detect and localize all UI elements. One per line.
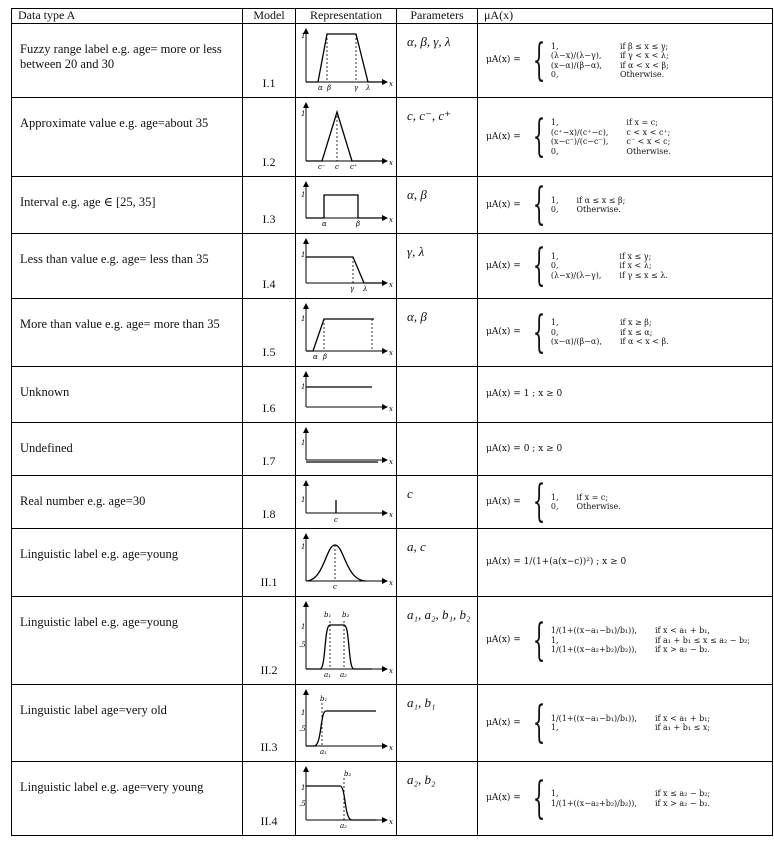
membership-curve [306,112,384,161]
plot-label: x [389,818,393,826]
case-condition: if β ≤ x ≤ γ; [619,41,669,51]
parameters-cell: c, c⁻, c⁺ [397,98,478,177]
axis-arrow-icon [303,427,388,463]
brace-icon: { [532,306,546,358]
plot-axes [306,429,386,460]
case-condition: if a₁ + b₁ ≤ x; [654,723,711,732]
plot-axes [306,30,386,82]
membership-cell [478,423,773,476]
plot-label: x [389,80,393,88]
representation-cell [296,299,397,367]
plot-label: .5 [299,725,306,733]
table-row [12,98,773,177]
membership-plot [296,762,395,834]
header-row [12,9,773,24]
case-value: (x−c⁻)/(c−c⁻), [550,137,609,146]
plot-axes [306,104,386,161]
membership-curve [306,319,374,351]
plot-label: x [389,667,393,675]
plot-label: b₂ [344,770,352,778]
case-condition: if x = c; [626,118,658,127]
plot-label: x [389,405,393,413]
plot-label: b₂ [342,611,350,619]
membership-formula [486,476,768,527]
model-cell: I.2 [243,98,296,177]
membership-formula [486,444,768,455]
membership-plot [296,423,395,474]
data-type-cell: Approximate value e.g. age=about 35 [12,98,243,177]
table-row [12,529,773,597]
case-value: 0, [550,502,559,511]
representation-cell [296,24,397,98]
plot-label: 1 [301,623,306,631]
case-value: 1, [550,318,559,328]
plot-label: a₂ [340,822,347,830]
case-value: 1, [550,789,559,798]
membership-formula [486,697,768,748]
axis-arrow-icon [303,303,388,354]
case-value: 1/(1+((x−a₁−b₁)/b₁)), [550,713,637,723]
membership-cell [478,98,773,177]
parameters-cell: a₂, b₂ [397,762,478,836]
membership-cell [478,299,773,367]
data-type-cell: Fuzzy range label e.g. age= more or less between 20 and 30 [12,24,243,98]
membership-plot [296,685,395,760]
brace-icon: { [532,476,546,527]
membership-curve [306,34,384,82]
table-row [12,234,773,299]
membership-plot [296,234,395,297]
model-cell: I.4 [243,234,296,299]
representation-cell [296,762,397,836]
case-value: 0, [550,205,559,214]
membership-lhs: μA(x) = [486,635,521,645]
case-condition: if x < λ; [619,261,652,271]
plot-label: a₁ [320,748,327,756]
representation-cell [296,685,397,762]
plot-label: .5 [299,641,306,649]
table-row [12,367,773,423]
parameters-cell: α, β [397,177,478,234]
case-condition: Otherwise. [576,205,621,214]
membership-cell [478,529,773,597]
membership-curve [306,257,384,283]
case-condition: if α ≤ x ≤ β; [576,195,626,205]
case-condition: if x ≤ γ; [619,251,652,261]
case-condition: Otherwise. [619,70,665,79]
axis-arrow-icon [303,689,388,749]
plot-label: a₂ [340,671,347,679]
plot-label: x [389,159,393,167]
membership-plot [296,367,395,421]
axis-arrow-icon [303,28,388,85]
axis-arrow-icon [303,102,388,164]
case-list [551,493,621,512]
model-cell: II.1 [243,529,296,597]
plot-label: β [327,84,332,92]
membership-cell [478,367,773,423]
header-model: Model [243,9,296,24]
case-value: 1, [550,195,559,205]
plot-axes [306,240,386,283]
plot-label: x [389,744,393,752]
membership-cell [478,234,773,299]
plot-label: λ [363,285,368,293]
model-cell: I.7 [243,423,296,476]
representation-cell [296,234,397,299]
axis-arrow-icon [303,238,388,286]
case-value: (c⁺−x)/(c⁺−c), [550,127,609,137]
membership-curve [306,711,376,746]
data-type-cell: Linguistic label age=very old [12,685,243,762]
parameters-cell [397,367,478,423]
plot-label: 1 [301,315,306,323]
data-type-cell: Linguistic label e.g. age=young [12,597,243,685]
membership-plot [296,529,395,595]
case-value: 1/(1+((x−a₂+b₂)/b₂)), [550,798,637,808]
plot-label: x [389,216,393,224]
membership-lhs: μA(x) = [486,131,521,142]
axis-arrow-icon [303,371,388,410]
table-row [12,476,773,529]
header-representation: Representation [296,9,397,24]
membership-cell [478,685,773,762]
membership-plot [296,177,395,232]
case-list [551,252,668,281]
membership-lhs: μA(x) = [486,55,521,65]
model-cell: I.8 [243,476,296,529]
plot-label: 1 [301,709,306,717]
membership-curve [306,545,366,581]
case-condition: if α < x < β; [619,60,669,70]
case-value: (λ−x)/(λ−γ), [550,270,602,280]
model-cell: II.2 [243,597,296,685]
table-row [12,423,773,476]
plot-label: 1 [301,496,306,504]
model-cell: I.6 [243,367,296,423]
brace-icon: { [532,111,546,162]
plot-label: 1 [301,110,306,118]
table-row [12,762,773,836]
membership-formula [486,240,768,291]
membership-plot [296,98,395,175]
membership-lhs: μA(x) = [486,327,521,337]
case-value: 0, [550,146,559,156]
membership-formula [486,111,768,162]
membership-cell [478,597,773,685]
axis-arrow-icon [303,181,388,221]
membership-cell [478,476,773,529]
case-condition: if a₁ + b₁ ≤ x ≤ a₂ − b₂; [654,635,750,645]
brace-icon: { [532,34,546,86]
plot-axes [306,305,386,351]
case-list [551,196,626,215]
case-value: 1, [550,251,559,261]
membership-function-table [11,8,773,836]
plot-label: .5 [299,800,306,808]
model-cell: I.5 [243,299,296,367]
parameters-cell: α, β, γ, λ [397,24,478,98]
representation-cell [296,476,397,529]
parameters-cell: c [397,476,478,529]
case-value: (λ−x)/(λ−γ), [550,51,602,60]
parameters-cell: a₁, a₂, b₁, b₂ [397,597,478,685]
plot-axes [306,691,386,746]
plot-label: c [333,583,337,591]
plot-label: x [389,511,393,519]
case-list [551,118,671,156]
representation-cell [296,597,397,685]
plot-label: β [356,220,361,228]
membership-lhs: μA(x) = 1 ; x ≥ 0 [486,389,563,399]
case-condition: if γ < x < λ; [619,51,669,60]
table-row [12,299,773,367]
table-row [12,24,773,98]
case-value: (x−α)/(β−α), [550,337,602,347]
model-cell: I.3 [243,177,296,234]
membership-plot [296,299,395,365]
representation-cell [296,423,397,476]
plot-label: 1 [301,191,306,199]
case-condition: if x ≤ α; [619,327,653,337]
case-value: 1/(1+((x−a₁−b₁)/b₁)), [550,626,637,636]
membership-cell [478,24,773,98]
plot-label: 1 [301,251,306,259]
case-list [551,714,710,733]
case-list [551,789,710,808]
membership-formula [486,389,768,400]
case-list [551,42,669,80]
table-row [12,597,773,685]
membership-curve [306,625,372,669]
membership-lhs: μA(x) = 1/(1+(a(x−c))²) ; x ≥ 0 [486,557,627,567]
case-value: 1, [550,723,559,732]
case-value: 1, [550,492,559,502]
data-type-cell: Interval e.g. age ∈ [25, 35] [12,177,243,234]
membership-cell [478,762,773,836]
representation-cell [296,177,397,234]
membership-curve [306,195,384,218]
case-value: 1, [550,635,559,645]
table-row [12,177,773,234]
plot-label: x [389,349,393,357]
membership-formula [486,34,768,86]
data-type-cell: Less than value e.g. age= less than 35 [12,234,243,299]
plot-label: 1 [301,383,306,391]
plot-axes [306,183,386,218]
brace-icon: { [532,240,546,291]
case-condition: c < x < c⁺; [626,127,671,137]
case-condition: if x < a₁ + b₁; [654,713,711,723]
representation-cell [296,98,397,177]
parameters-cell: α, β [397,299,478,367]
case-condition: Otherwise. [576,502,621,511]
brace-icon: { [532,772,546,824]
case-condition: if x < a₁ + b₁, [654,626,710,636]
plot-label: c⁻ [318,163,326,171]
membership-plot [296,597,395,683]
case-value: 0, [550,70,559,79]
plot-label: c [334,516,338,524]
membership-formula [486,306,768,358]
membership-plot [296,476,395,527]
case-condition: c⁻ < x < c; [626,137,671,146]
brace-icon: { [532,697,546,748]
brace-icon: { [532,179,546,230]
membership-lhs: μA(x) = [486,717,521,728]
case-list [551,318,669,347]
plot-label: γ [354,84,359,92]
case-condition: if x ≥ β; [619,318,652,328]
model-cell: I.1 [243,24,296,98]
case-value: 1/(1+((x−a₂+b₂)/b₂)), [550,645,637,655]
header-data-type: Data type A [12,9,243,24]
representation-cell [296,529,397,597]
case-condition: if γ ≤ x ≤ λ. [619,270,668,280]
plot-label: c⁺ [350,163,358,171]
case-value: (x−α)/(β−α), [550,60,602,70]
membership-lhs: μA(x) = 0 ; x ≥ 0 [486,443,563,454]
case-value: 0, [550,327,559,337]
data-type-cell: Unknown [12,367,243,423]
membership-lhs: μA(x) = [486,260,521,271]
membership-formula [486,614,768,666]
case-condition: if x = c; [576,492,609,502]
parameters-cell: a, c [397,529,478,597]
representation-cell [296,367,397,423]
case-list [551,626,750,655]
plot-label: γ [350,285,355,293]
model-cell: II.3 [243,685,296,762]
plot-label: a₁ [324,671,331,679]
case-condition: if x > a₂ − b₂. [654,798,710,808]
membership-curve [306,786,376,820]
data-type-cell: Linguistic label e.g. age=very young [12,762,243,836]
case-value: 1, [550,118,559,127]
case-condition: if α < x < β. [619,337,669,347]
data-type-cell: Linguistic label e.g. age=young [12,529,243,597]
membership-formula [486,772,768,824]
header-parameters: Parameters [397,9,478,24]
plot-label: 1 [301,784,306,792]
plot-label: 1 [301,439,306,447]
plot-label: λ [366,84,371,92]
plot-label: α [318,84,323,92]
parameters-cell [397,423,478,476]
data-type-cell: Undefined [12,423,243,476]
data-type-cell: More than value e.g. age= more than 35 [12,299,243,367]
plot-label: α [322,220,327,228]
membership-lhs: μA(x) = [486,199,521,210]
data-type-cell: Real number e.g. age=30 [12,476,243,529]
plot-label: x [389,579,393,587]
plot-label: c [335,163,339,171]
plot-axes [306,373,386,407]
axis-arrow-icon [303,480,388,516]
plot-label: β [323,353,328,361]
case-condition: Otherwise. [626,146,671,156]
parameters-cell: γ, λ [397,234,478,299]
membership-lhs: μA(x) = [486,496,521,507]
plot-label: b₁ [324,611,332,619]
case-value: 1, [550,41,559,51]
membership-cell [478,177,773,234]
plot-label: x [389,458,393,466]
plot-label: x [389,281,393,289]
plot-axes [306,482,386,513]
case-condition: if x > a₂ − b₂. [654,645,710,655]
parameters-cell: a₁, b₁ [397,685,478,762]
membership-plot [296,24,395,96]
plot-label: 1 [301,32,306,40]
table-row [12,685,773,762]
membership-formula [486,557,768,568]
plot-label: α [313,353,318,361]
plot-label: 1 [301,543,306,551]
membership-formula [486,179,768,230]
header-membership: μA(x) [478,9,773,24]
membership-lhs: μA(x) = [486,793,521,803]
brace-icon: { [532,614,546,666]
case-value: 0, [550,261,559,271]
model-cell: II.4 [243,762,296,836]
case-condition: if x ≤ a₂ − b₂; [654,789,711,798]
plot-label: b₁ [320,695,328,703]
